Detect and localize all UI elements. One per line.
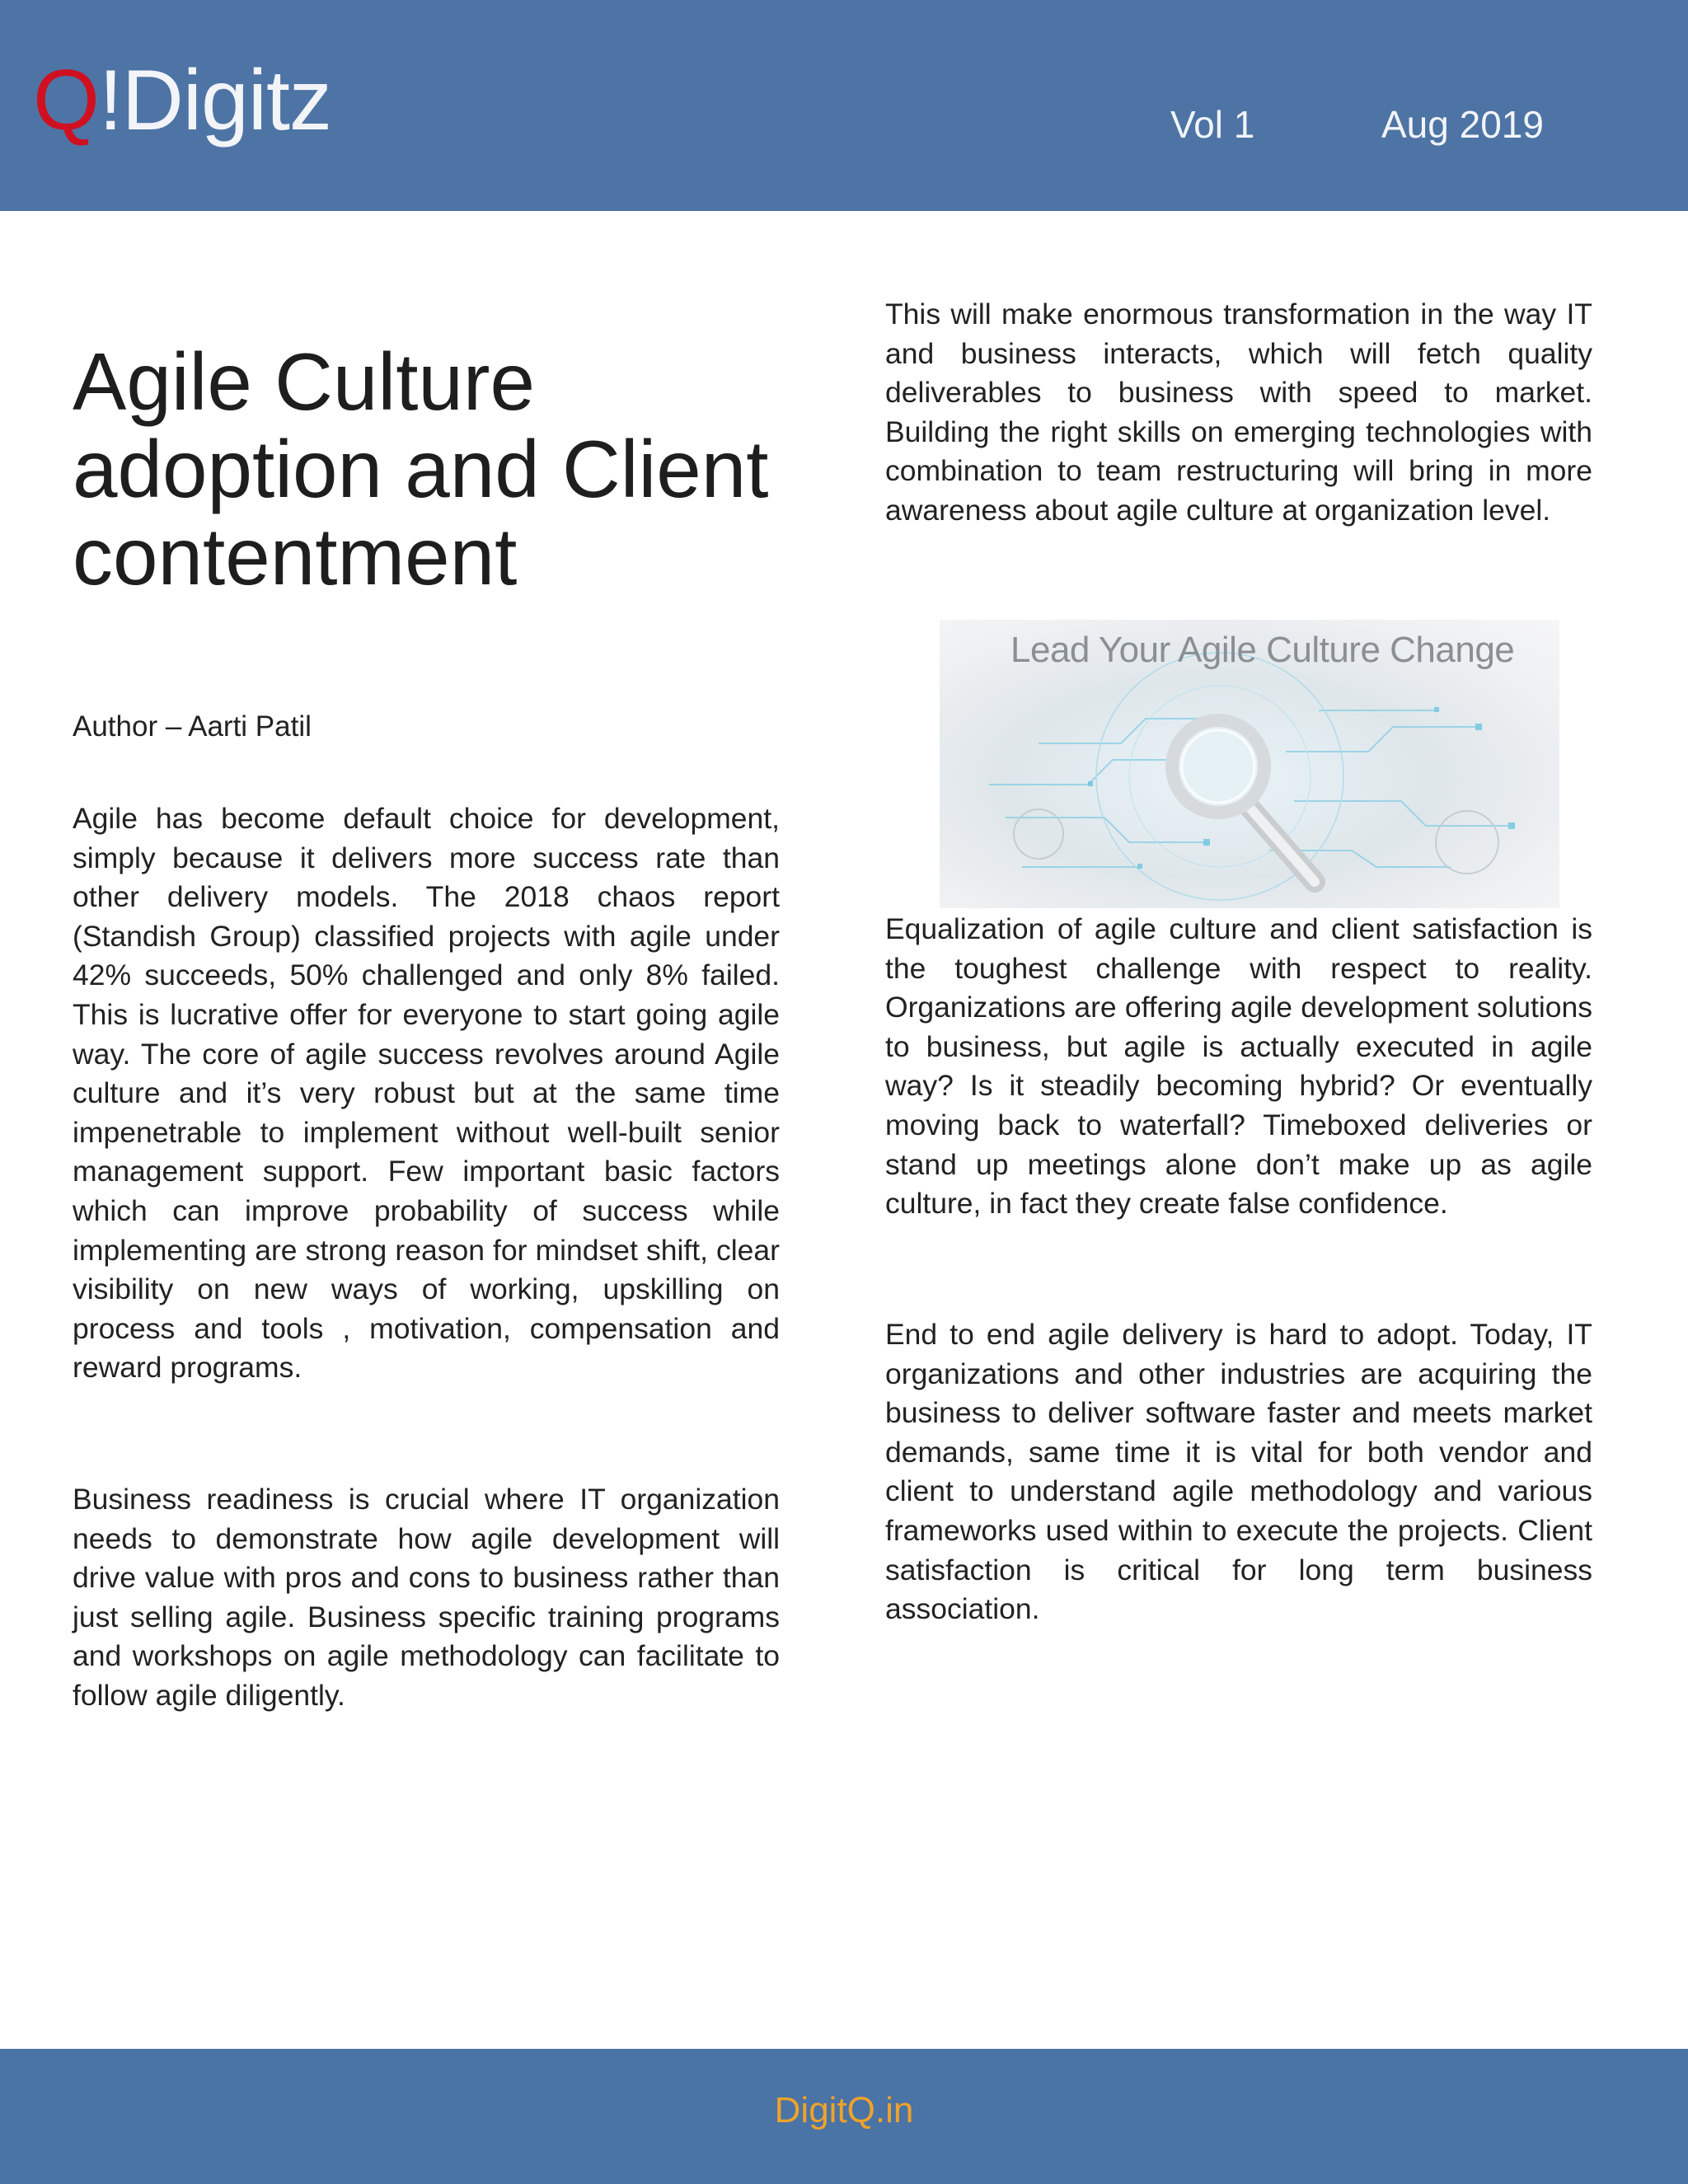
left-paragraph-1: Agile has become default choice for development, simply because it delivers more success rate than other delivery models. The 2018 chaos report (Standish Group) classified projects with agile under 42% succeeds, 50% challenged and only 8% failed. This is lucrative offer for everyone to start going agile way. The core of agile success revolves around Agile culture and it’s very robust but at the same time impenetrable to implement without well-built senior management support. Few important basic factors which can improve probability of success while implementing are strong reason for mindset shift, clear visibility on new ways of working, upskilling on process and tools , motivation, compensation and reward programs. xyxy=(73,802,780,1385)
left-paragraph-2: Business readiness is crucial where IT organization needs to demonstrate how agile development will drive value with pros and cons to business rather than just selling agile. Business specific training programs and workshops on agile methodology can facilitate to follow agile diligently. xyxy=(73,1483,780,1712)
logo-q: Q xyxy=(33,53,99,148)
right-paragraph-1: This will make enormous transformation in the way IT and business interacts, which will fetch quality deliverables to business with speed to market. Building the right skills on emerging technologies with combination to team restructuring will bring in more awareness about agile culture at organization level. xyxy=(885,298,1592,527)
volume-label: Vol 1 xyxy=(1170,103,1255,146)
issue-date: Aug 2019 xyxy=(1381,103,1544,146)
footer-banner xyxy=(0,2049,1688,2184)
right-paragraph-2: Equalization of agile culture and client satisfaction is the toughest challenge with respect to reality. Organizations are offering agile development solutions to business, but agile is actually executed in agile way? Is it steadily becoming hybrid? Or eventually moving back to waterfall? Timeboxed deliveries or stand up meetings alone don’t make up as agile culture, in fact they create false confidence. xyxy=(885,912,1592,1221)
image-caption-text: Lead Your Agile Culture Change xyxy=(1010,630,1515,670)
site-logo[interactable] xyxy=(33,53,331,148)
agile-culture-image xyxy=(940,620,1559,908)
logo-text: !Digitz xyxy=(98,53,331,148)
footer-site-link[interactable]: DigitQ.in xyxy=(774,2090,914,2130)
right-paragraph-3: End to end agile delivery is hard to adopt. Today, IT organizations and other industries are acquiring the business to deliver software faster and meets market demands, same time it is vital for both vendor and client to understand agile methodology and various frameworks used within to execute the projects. Client satisfaction is critical for long term business association. xyxy=(885,1318,1592,1626)
article-author: Author – Aarti Patil xyxy=(73,710,312,743)
magnifier-lens xyxy=(1172,720,1264,813)
article-title: Agile Culture adoption and Client contentment xyxy=(73,336,769,602)
header-banner xyxy=(0,0,1688,211)
